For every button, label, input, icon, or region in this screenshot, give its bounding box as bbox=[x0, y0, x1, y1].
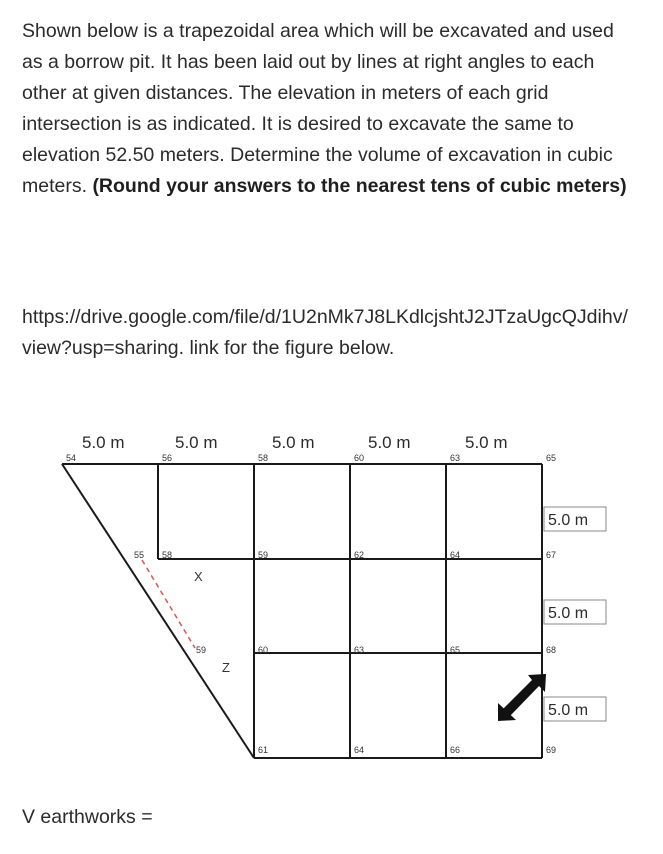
borrow-pit-diagram bbox=[0, 420, 663, 780]
rounding-instruction: (Round your answers to the nearest tens of cubic meters) bbox=[92, 175, 627, 197]
elev-r0-c4: 63 bbox=[450, 453, 461, 463]
right-spacing-1: 5.0 m bbox=[548, 512, 589, 529]
elev-r3-c3: 69 bbox=[546, 745, 557, 755]
elev-r2-c4: 68 bbox=[546, 645, 557, 655]
elev-r0-c1: 56 bbox=[162, 453, 173, 463]
elev-r1-c5: 67 bbox=[546, 550, 557, 560]
top-spacing-5: 5.0 m bbox=[465, 433, 508, 452]
elev-r3-c1: 64 bbox=[354, 745, 365, 755]
figure-link-text: https://drive.google.com/file/d/1U2nMk7J8LKdlcjshtJ2JTzaUgcQJdihv/view?usp=sharing. link for the figure below. bbox=[22, 306, 628, 359]
problem-statement bbox=[22, 16, 637, 202]
problem-text-main: Shown below is a trapezoidal area which will be excavated and used as a borrow pit. It has been laid out by lines at right angles to each other at given distances. The elevation in meters of each grid intersection is as indicated. It is desired to excavate the same to elevation 52.50 meters. Determine the volume of excavation in cubic meters. bbox=[22, 20, 614, 197]
elev-r3-c2: 66 bbox=[450, 745, 461, 755]
elev-r0-c0: 54 bbox=[66, 453, 77, 463]
right-spacing-2: 5.0 m bbox=[548, 605, 589, 622]
top-spacing-3: 5.0 m bbox=[272, 433, 315, 452]
elev-r0-c5: 65 bbox=[546, 453, 557, 463]
grid-lines bbox=[62, 464, 542, 758]
top-spacing-4: 5.0 m bbox=[368, 433, 411, 452]
elev-r2-c0: 59 bbox=[196, 645, 207, 655]
elev-r2-c2: 63 bbox=[354, 645, 365, 655]
elev-r2-c1: 60 bbox=[258, 645, 269, 655]
volume-earthworks-label: V earthworks = bbox=[22, 806, 153, 828]
right-spacing-3: 5.0 m bbox=[548, 702, 589, 719]
top-spacing-1: 5.0 m bbox=[82, 433, 125, 452]
elev-r1-c3: 62 bbox=[354, 550, 365, 560]
elev-r3-c0: 61 bbox=[258, 745, 269, 755]
elev-r2-c3: 65 bbox=[450, 645, 461, 655]
elev-r1-c2: 59 bbox=[258, 550, 269, 560]
elev-r1-c1: 58 bbox=[162, 550, 173, 560]
elev-r1-c4: 64 bbox=[450, 550, 461, 560]
dashed-cut-line bbox=[142, 560, 195, 648]
marker-x: X bbox=[194, 569, 203, 584]
answer-line bbox=[22, 802, 153, 833]
borrow-pit-figure bbox=[0, 420, 663, 780]
elev-r0-c3: 60 bbox=[354, 453, 365, 463]
elev-r1-c0: 55 bbox=[134, 550, 145, 560]
resize-arrow-icon[interactable] bbox=[498, 674, 546, 721]
top-spacing-2: 5.0 m bbox=[175, 433, 218, 452]
elev-r0-c2: 58 bbox=[258, 453, 269, 463]
marker-z: Z bbox=[222, 660, 230, 675]
